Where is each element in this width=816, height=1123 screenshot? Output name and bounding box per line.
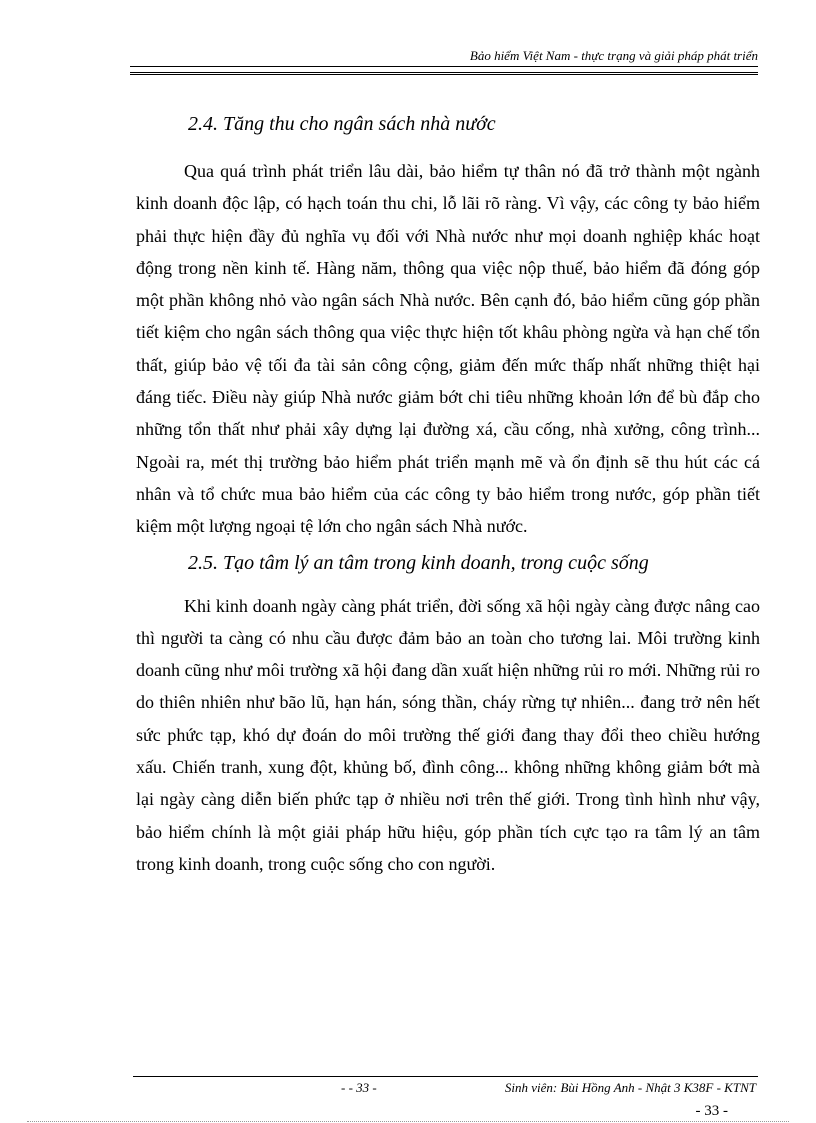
footer-student-info: Sinh viên: Bùi Hồng Anh - Nhật 3 K38F - KTNT (504, 1080, 756, 1095)
section-paragraph-2-5: Khi kinh doanh ngày càng phát triển, đời sống xã hội ngày càng được nâng cao thì người ta càng có nhu cầu được đảm bảo an toàn cho tương lai. Môi trường kinh doanh cũng như môi trường xã hội đang dần xuất hiện những rủi ro mới. Những rủi ro do thiên nhiên như bão lũ, hạn hán, sóng thần, cháy rừng tự nhiên... đang trở nên hết sức phức tạp, khó dự đoán do môi trường thế giới đang thay đổi theo chiều hướng xấu. Chiến tranh, xung đột, khủng bố, đình công... không những không giảm bớt mà lại ngày càng diễn biến phức tạp ở nhiều nơi trên thế giới. Trong tình hình như vậy, bảo hiểm chính là một giải pháp hữu hiệu, góp phần tích cực tạo ra tâm lý an tâm trong kinh doanh, trong cuộc sống cho con người. (136, 595, 760, 874)
header-rule (130, 66, 758, 75)
section-title-2-5: 2.5. Tạo tâm lý an tâm trong kinh doanh, trong cuộc sống (188, 551, 649, 574)
page-edge-divider (27, 1121, 789, 1122)
footer-page-label: - - 33 - (341, 1080, 377, 1095)
document-body (136, 110, 760, 880)
running-header: Bảo hiểm Việt Nam - thực trạng và giải pháp phát triển (469, 48, 758, 63)
section-title-2-4: 2.4. Tăng thu cho ngân sách nhà nước (188, 113, 496, 135)
page-number: - 33 - (695, 1103, 728, 1119)
section-paragraph-2-4: Qua quá trình phát triển lâu dài, bảo hiểm tự thân nó đã trở thành một ngành kinh doanh độc lập, có hạch toán thu chi, lỗ lãi rõ ràng. Vì vậy, các công ty bảo hiểm phải thực hiện đầy đủ nghĩa vụ đối với Nhà nước như mọi doanh nghiệp khác hoạt động trong nền kinh tế. Hàng năm, thông qua việc nộp thuế, bảo hiểm đã đóng góp một phần không nhỏ vào ngân sách Nhà nước. Bên cạnh đó, bảo hiểm cũng góp phần tiết kiệm cho ngân sách thông qua việc thực hiện tốt khâu phòng ngừa và hạn chế tổn thất, giúp bảo vệ tối đa tài sản công cộng, giảm đến mức thấp nhất những thiệt hại đáng tiếc. Điều này giúp Nhà nước giảm bớt chi tiêu những khoản lớn để bù đắp cho những tổn thất như phải xây dựng lại đường xá, cầu cống, nhà xưởng, công trình... Ngoài ra, mét thị trường bảo hiểm phát triển mạnh mẽ và ổn định sẽ thu hút các cá nhân và tổ chức mua bảo hiểm của các công ty bảo hiểm trong nước, góp phần tiết kiệm một lượng ngoại tệ lớn cho ngân sách Nhà nước. (136, 161, 760, 537)
footer-rule (133, 1076, 758, 1077)
